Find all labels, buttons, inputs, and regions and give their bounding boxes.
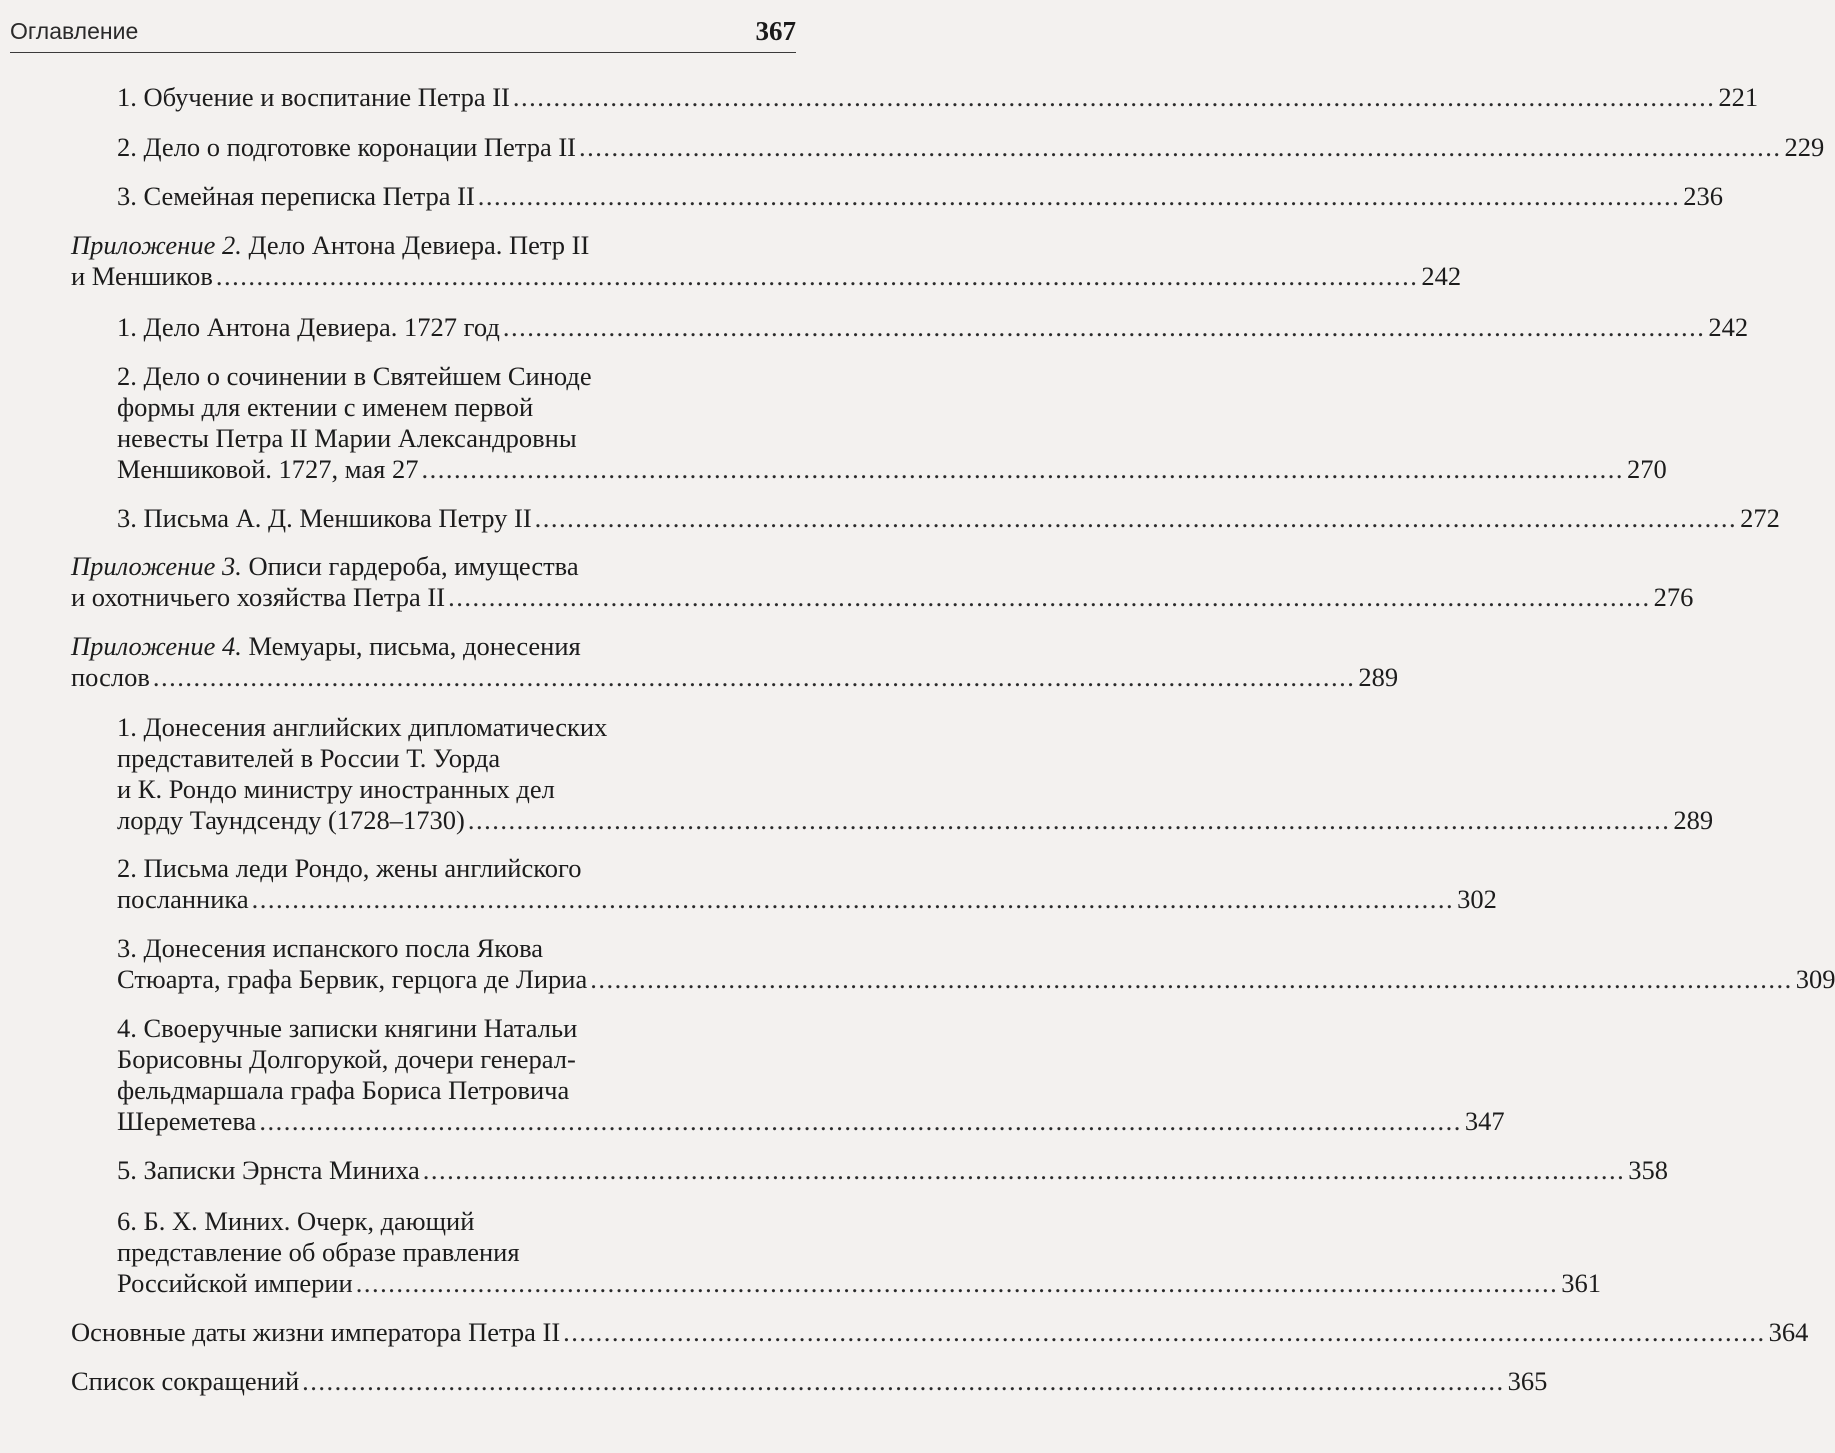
appendix-label: Приложение 3.	[71, 551, 242, 581]
leader-dots: ....................................................................................................................................................	[563, 1317, 1766, 1347]
leader-dots: ....................................................................................................................................................	[502, 312, 1706, 342]
toc-entry[interactable]: 3. Письма А. Д. Меншикова Петру II .................................................................................................................................................... 272	[117, 503, 1780, 533]
toc-page-number: 221	[1718, 82, 1759, 112]
toc-page-number: 289	[1673, 805, 1714, 835]
leader-dots: ....................................................................................................................................................	[251, 884, 1455, 914]
leader-dots: ....................................................................................................................................................	[421, 454, 1624, 484]
leader-dots: ....................................................................................................................................................	[467, 805, 1671, 835]
toc-page-number: 302	[1457, 884, 1497, 914]
toc-entry[interactable]: 1. Обучение и воспитание Петра II .................................................................................................................................................... 221	[117, 82, 1759, 112]
toc-page-number: 229	[1784, 132, 1825, 162]
leader-dots: ....................................................................................................................................................	[534, 503, 1738, 533]
toc-entry[interactable]: Приложение 4. Мемуары, письма, донесения послов .................................................................................................................................................... 289	[71, 631, 1399, 692]
toc-entry[interactable]: Приложение 3. Описи гардероба, имущества и охотничьего хозяйства Петра II .................................................................................................................................................... 276	[71, 551, 1694, 612]
toc-entry[interactable]: 2. Дело о сочинении в Святейшем Синоде формы для ектении с именем первой невесты Петра II Марии Александровны Меншиковой. 1727, мая 27 .................................................................................................................................................... 270	[117, 361, 1667, 484]
leader-dots: ....................................................................................................................................................	[259, 1106, 1462, 1136]
toc-entry[interactable]: 2. Письма леди Рондо, жены английского посланника .................................................................................................................................................... 302	[117, 853, 1497, 914]
leader-dots: ....................................................................................................................................................	[590, 964, 1793, 994]
toc-page-number: 270	[1626, 454, 1667, 484]
appendix-label: Приложение 4.	[71, 631, 242, 661]
toc-entry[interactable]: 1. Дело Антона Девиера. 1727 год .................................................................................................................................................... 242	[117, 312, 1749, 342]
page-number: 367	[755, 16, 796, 46]
toc-entry[interactable]: 5. Записки Эрнста Миниха .................................................................................................................................................... 358	[117, 1155, 1668, 1185]
toc-page-number: 361	[1561, 1268, 1601, 1298]
toc-page-number: 272	[1740, 503, 1780, 533]
toc-entry[interactable]: 3. Донесения испанского посла Якова Стюарта, графа Бервик, герцога де Лириа .................................................................................................................................................... 309	[117, 933, 1835, 994]
leader-dots: ....................................................................................................................................................	[302, 1366, 1505, 1396]
toc-page-number: 365	[1507, 1366, 1548, 1396]
toc-page-number: 358	[1628, 1155, 1668, 1185]
toc-page-number: 347	[1464, 1106, 1505, 1136]
toc-entry[interactable]: 3. Семейная переписка Петра II .................................................................................................................................................... 236	[117, 181, 1724, 211]
toc-page-number: 242	[1421, 261, 1462, 291]
leader-dots: ....................................................................................................................................................	[215, 261, 1419, 291]
toc-entry[interactable]: 1. Донесения английских дипломатических представителей в России Т. Уорда и К. Рондо министру иностранных дел лорду Таундсенду (1728–1730) .................................................................................................................................................... 289	[117, 712, 1714, 835]
toc-page-number: 236	[1683, 181, 1724, 211]
leader-dots: ....................................................................................................................................................	[355, 1268, 1559, 1298]
toc-entry[interactable]: 2. Дело о подготовке коронации Петра II .................................................................................................................................................... 229	[117, 132, 1825, 162]
leader-dots: ....................................................................................................................................................	[512, 82, 1716, 112]
toc-entry[interactable]: Список сокращений .................................................................................................................................................... 365	[71, 1366, 1548, 1396]
toc-page-number: 242	[1708, 312, 1749, 342]
toc-entry[interactable]: Основные даты жизни императора Петра II .................................................................................................................................................... 364	[71, 1317, 1809, 1347]
toc-page-number: 364	[1768, 1317, 1809, 1347]
toc-entry[interactable]: 6. Б. Х. Миних. Очерк, дающий представление об образе правления Российской империи .................................................................................................................................................... 361	[117, 1206, 1601, 1298]
toc-entry[interactable]: Приложение 2. Дело Антона Девиера. Петр II и Меншиков .................................................................................................................................................... 242	[71, 230, 1462, 291]
leader-dots: ....................................................................................................................................................	[578, 132, 1782, 162]
toc-page-number: 276	[1653, 582, 1694, 612]
leader-dots: ....................................................................................................................................................	[477, 181, 1681, 211]
leader-dots: ....................................................................................................................................................	[152, 662, 1356, 692]
toc-entry[interactable]: 4. Своеручные записки княгини Натальи Борисовны Долгорукой, дочери генерал- фельдмаршала графа Бориса Петровича Шереметева .................................................................................................................................................... 347	[117, 1013, 1505, 1136]
leader-dots: ....................................................................................................................................................	[448, 582, 1651, 612]
toc-page-number: 309	[1795, 964, 1835, 994]
running-head	[10, 16, 796, 53]
running-head-title: Оглавление	[10, 18, 139, 44]
toc-page-number: 289	[1358, 662, 1399, 692]
leader-dots: ....................................................................................................................................................	[422, 1155, 1626, 1185]
appendix-label: Приложение 2.	[71, 230, 242, 260]
